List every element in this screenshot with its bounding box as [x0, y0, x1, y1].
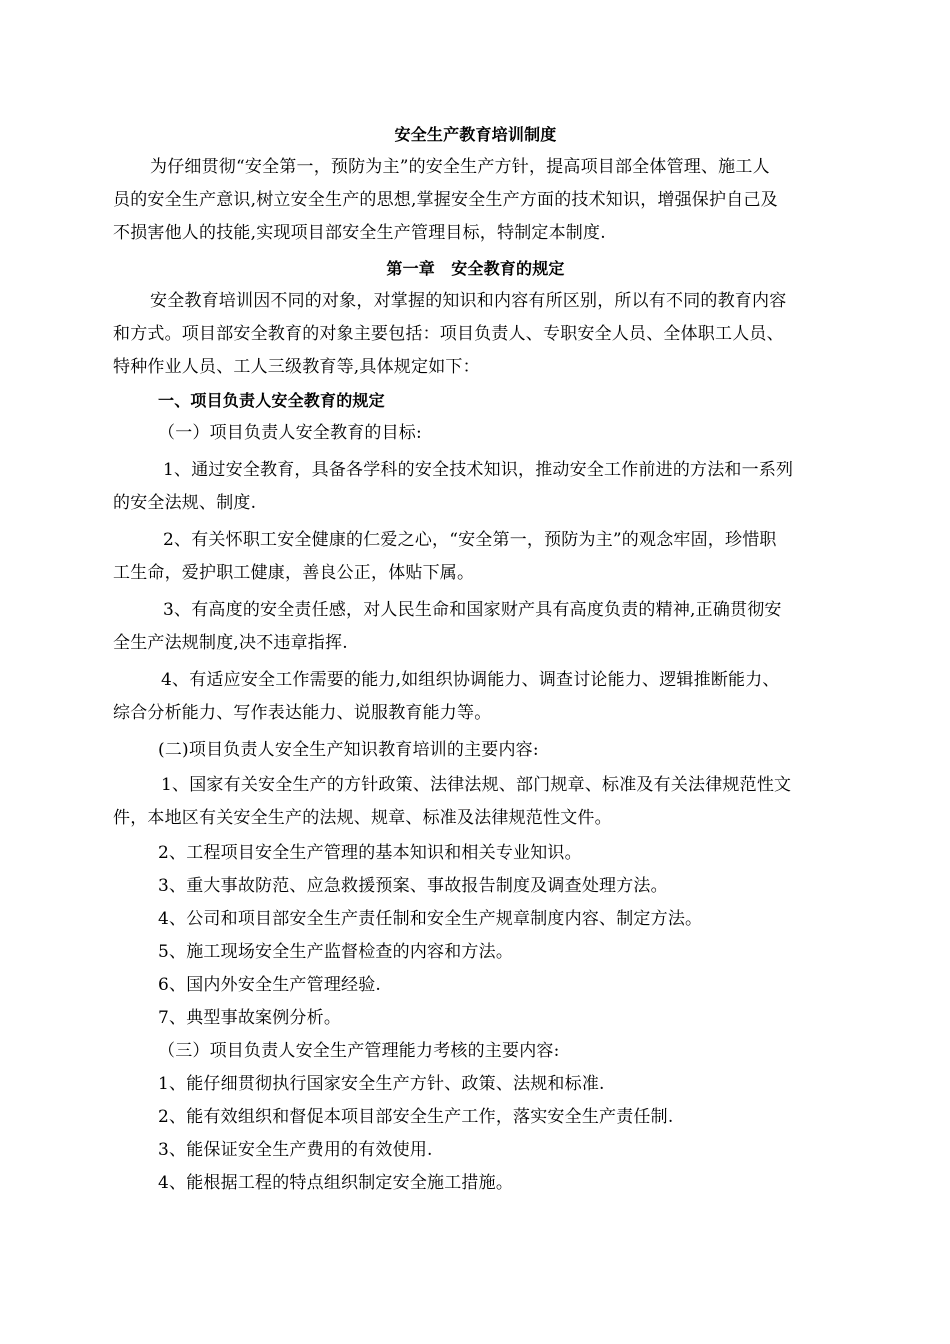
chapter-1-intro-line-3: 特种作业人员、工人三级教育等,具体规定如下：	[113, 357, 480, 377]
subsection-3-heading: （三）项目负责人安全生产管理能力考核的主要内容:	[158, 1041, 560, 1061]
goal-item-4-line-1: 4、有适应安全工作需要的能力,如组织协调能力、调查讨论能力、逻辑推断能力、	[161, 670, 780, 690]
intro-line-3: 不损害他人的技能,实现项目部安全生产管理目标，特制定本制度.	[113, 223, 606, 243]
ability-item-4: 4、能根据工程的特点组织制定安全施工措施。	[158, 1173, 514, 1193]
ability-item-1: 1、能仔细贯彻执行国家安全生产方针、政策、法规和标准.	[158, 1074, 605, 1094]
subsection-2-heading: (二)项目负责人安全生产知识教育培训的主要内容:	[158, 740, 539, 760]
intro-line-2: 员的安全生产意识,树立安全生产的思想,掌握安全生产方面的技术知识，增强保护自己及	[113, 190, 778, 210]
content-item-1-line-2: 件，本地区有关安全生产的法规、规章、标准及法律规范性文件。	[113, 808, 612, 828]
goal-item-1-line-1: 1、通过安全教育，具备各学科的安全技术知识，推动安全工作前进的方法和一系列	[163, 460, 794, 480]
goal-item-2-line-2: 工生命，爱护职工健康，善良公正，体贴下属。	[113, 563, 475, 583]
document-title: 安全生产教育培训制度	[394, 125, 557, 144]
goal-item-2-line-1: 2、有关怀职工安全健康的仁爱之心，“安全第一，预防为主”的观念牢固，珍惜职	[163, 530, 777, 550]
goal-item-1-line-2: 的安全法规、制度.	[113, 493, 257, 513]
chapter-1-intro-line-1: 安全教育培训因不同的对象，对掌握的知识和内容有所区别，所以有不同的教育内容	[150, 291, 787, 311]
chapter-1-intro-line-2: 和方式。项目部安全教育的对象主要包括：项目负责人、专职安全人员、全体职工人员、	[113, 324, 784, 344]
goal-item-3-line-2: 全生产法规制度,决不违章指挥.	[113, 633, 348, 653]
ability-item-2: 2、能有效组织和督促本项目部安全生产工作，落实安全生产责任制.	[158, 1107, 674, 1127]
content-item-1-line-1: 1、国家有关安全生产的方针政策、法律法规、部门规章、标准及有关法律规范性文	[161, 775, 792, 795]
document-page	[113, 118, 838, 1200]
section-1-heading: 一、项目负责人安全教育的规定	[158, 391, 385, 410]
content-item-6: 6、国内外安全生产管理经验.	[158, 975, 382, 995]
intro-line-1: 为仔细贯彻“安全第一，预防为主”的安全生产方针，提高项目部全体管理、施工人	[150, 157, 770, 177]
content-item-5: 5、施工现场安全生产监督检查的内容和方法。	[158, 942, 514, 962]
content-item-3: 3、重大事故防范、应急救援预案、事故报告制度及调查处理方法。	[158, 876, 668, 896]
ability-item-3: 3、能保证安全生产费用的有效使用.	[158, 1140, 433, 1160]
content-item-4: 4、公司和项目部安全生产责任制和安全生产规章制度内容、制定方法。	[158, 909, 703, 929]
chapter-1-heading: 第一章 安全教育的规定	[386, 259, 565, 278]
content-item-7: 7、典型事故案例分析。	[158, 1008, 342, 1028]
goal-item-4-line-2: 综合分析能力、写作表达能力、说服教育能力等。	[113, 703, 492, 723]
subsection-1-heading: （一）项目负责人安全教育的目标:	[158, 423, 422, 443]
goal-item-3-line-1: 3、有高度的安全责任感，对人民生命和国家财产具有高度负责的精神,正确贯彻安	[163, 600, 782, 620]
content-item-2: 2、工程项目安全生产管理的基本知识和相关专业知识。	[158, 843, 582, 863]
